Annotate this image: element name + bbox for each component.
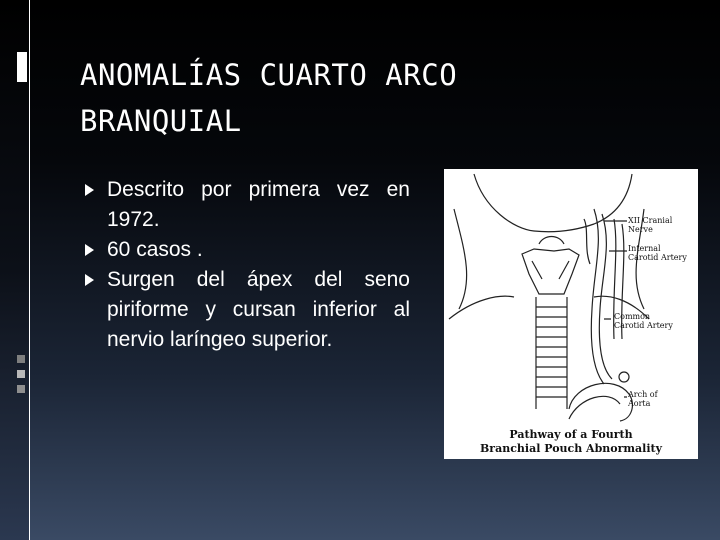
bullet-item [85,265,410,355]
bullet-text: Descrito por primera vez en 1972. [107,178,410,231]
rail-divider-line [29,0,30,540]
bullet-text: 60 casos . [107,238,203,261]
title-line-2: BRANQUIAL [80,104,242,138]
slide-title [80,52,640,144]
bullet-item [85,235,410,265]
bullet-list [85,175,410,355]
anatomy-figure [444,169,698,459]
rail-square [17,370,25,378]
figure-caption-line-1: Pathway of a Fourth [509,428,633,441]
figure-caption-line-2: Branchial Pouch Abnormality [479,442,662,455]
bullet-item [85,175,410,235]
bullet-arrow-icon [85,244,94,256]
label-arch-of-aorta: Arch of Aorta [628,390,658,408]
label-internal-carotid: Internal Carotid Artery [628,244,687,262]
title-line-1: ANOMALÍAS CUARTO ARCO [80,58,458,92]
bullet-arrow-icon [85,184,94,196]
rail-square [17,385,25,393]
rail-square [17,355,25,363]
rail-accent-block [17,52,27,82]
bullet-text: Surgen del ápex del seno piriforme y cursan inferior al nervio laríngeo superior. [107,268,410,351]
bullet-arrow-icon [85,274,94,286]
label-xii-cranial-nerve: XII Cranial Nerve [628,216,673,234]
label-common-carotid: Common Carotid Artery [614,312,673,330]
